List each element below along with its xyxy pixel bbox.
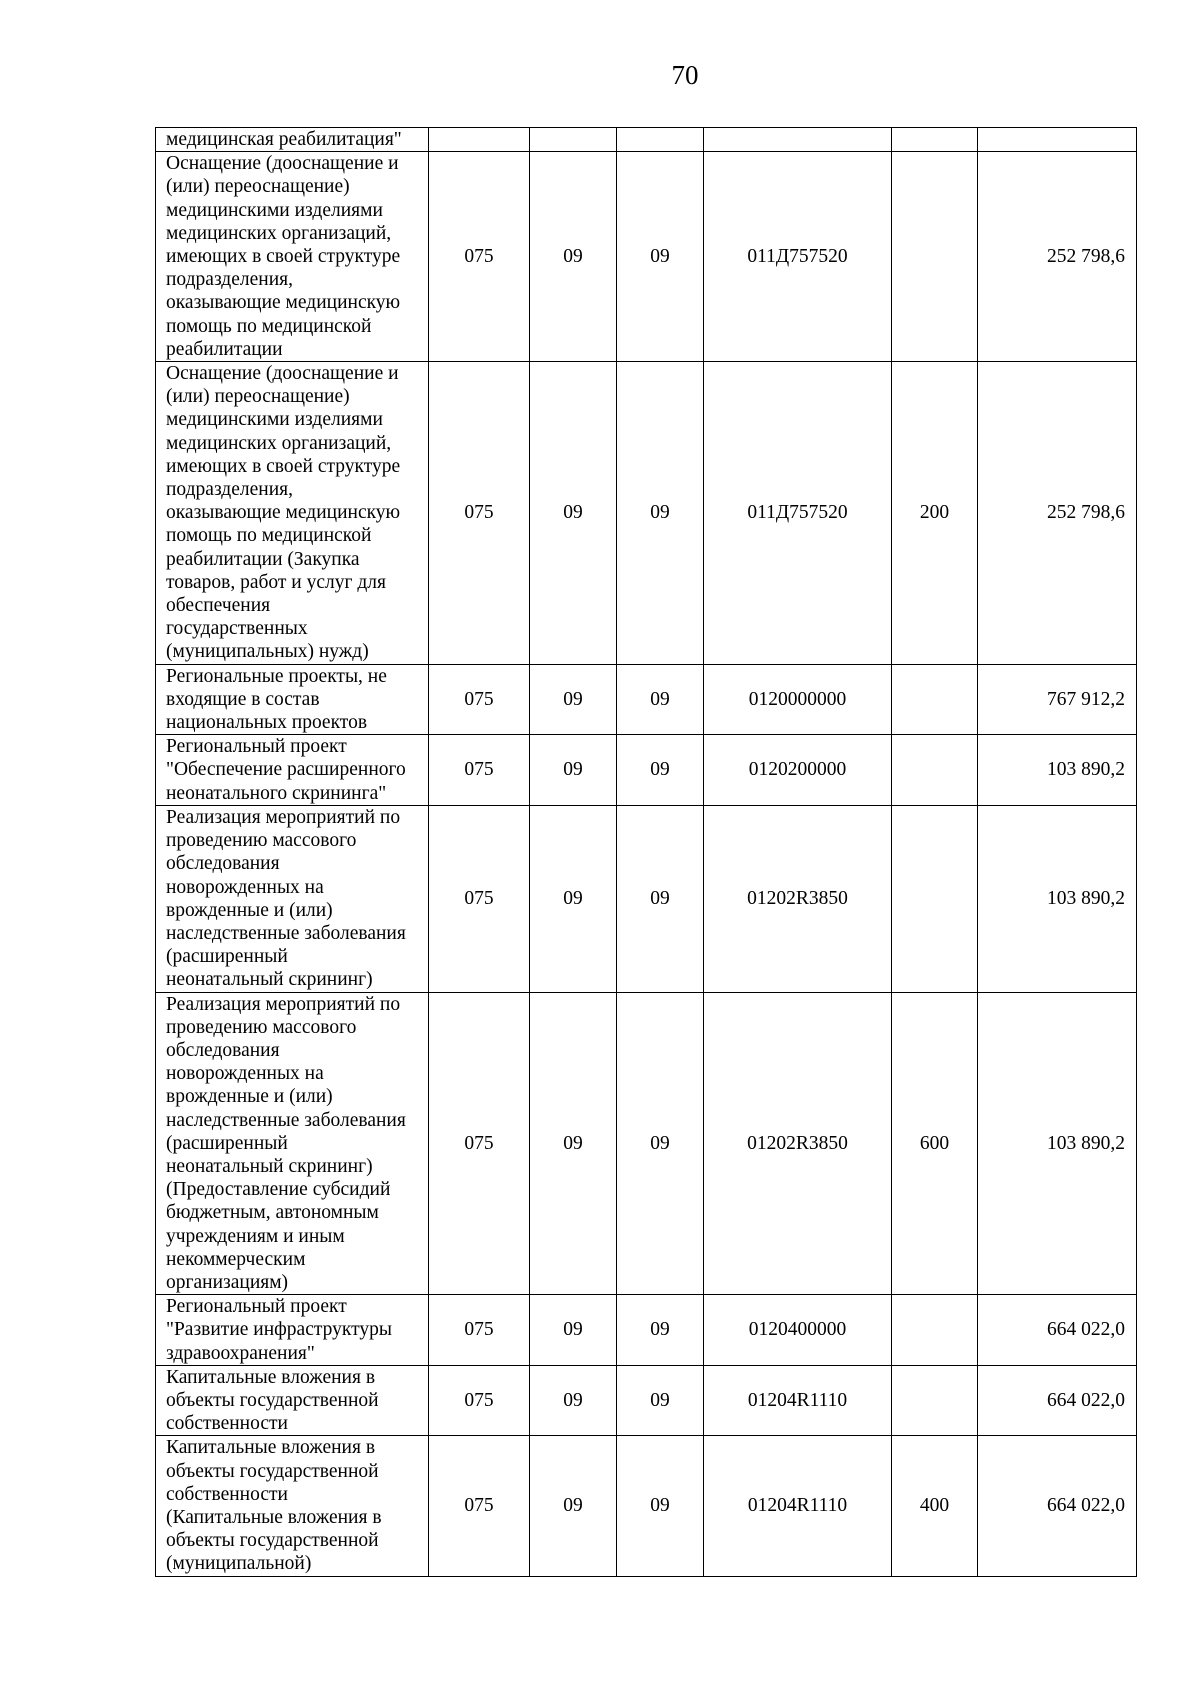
section-code-cell: 09 [530,735,617,806]
expense-name-line: (муниципальной) [166,1553,312,1575]
table-row [156,362,1137,665]
expense-name-line: товаров, работ и услуг для [166,571,386,593]
section-code-cell: 09 [530,362,617,665]
expense-name-cell [156,128,429,152]
expense-type-cell: 600 [892,992,978,1295]
target-article-cell: 0120200000 [704,735,892,806]
section-code-cell: 09 [530,1295,617,1366]
table-row [156,664,1137,735]
expense-name-line: Региональный проект [166,736,347,758]
expense-name-line: оказывающие медицинскую [166,292,401,314]
ministry-code-cell: 075 [429,362,530,665]
section-code-cell: 09 [530,664,617,735]
ministry-code-cell [429,128,530,152]
expense-type-cell [892,1365,978,1436]
amount-cell: 103 890,2 [978,805,1137,992]
expense-name-line: государственных [166,618,308,640]
expense-name-line: медицинскими изделиями [166,409,383,431]
amount-cell: 252 798,6 [978,362,1137,665]
expense-name-line: новорожденных на [166,876,324,898]
table-row [156,992,1137,1295]
expense-name-line: реабилитации [166,338,283,360]
expense-type-cell [892,1295,978,1366]
expense-name-line: Капитальные вложения в [166,1366,376,1388]
expense-name-line: Реализация мероприятий по [166,806,401,828]
table-body [156,128,1137,1577]
ministry-code-cell: 075 [429,1295,530,1366]
table-row [156,152,1137,362]
expense-name-line: подразделения, [166,269,293,291]
budget-table [155,127,1137,1577]
expense-name-line: здравоохранения" [166,1342,315,1364]
table-row [156,128,1137,152]
expense-type-cell: 200 [892,362,978,665]
subsection-code-cell: 09 [617,1295,704,1366]
expense-type-cell [892,805,978,992]
expense-name-line: обследования [166,1039,280,1061]
expense-name-line: обследования [166,853,280,875]
target-article-cell: 0120400000 [704,1295,892,1366]
target-article-cell: 01204R1110 [704,1365,892,1436]
ministry-code-cell: 075 [429,1436,530,1576]
expense-name-line: помощь по медицинской [166,525,372,547]
amount-cell: 664 022,0 [978,1295,1137,1366]
expense-name-line: Оснащение (дооснащение и [166,363,399,385]
expense-name-line: реабилитации (Закупка [166,548,360,570]
expense-name-line: обеспечения [166,595,271,617]
amount-cell: 252 798,6 [978,152,1137,362]
expense-name-line: собственности [166,1483,288,1505]
expense-name-line: проведению массового [166,1016,357,1038]
target-article-cell [704,128,892,152]
expense-name-line: неонатального скрининга" [166,782,387,804]
section-code-cell [530,128,617,152]
target-article-cell: 011Д757520 [704,152,892,362]
expense-name-line: проведению массового [166,830,357,852]
amount-cell: 664 022,0 [978,1365,1137,1436]
section-code-cell: 09 [530,1436,617,1576]
expense-type-cell [892,128,978,152]
expense-name-cell [156,1295,429,1366]
expense-name-line: наследственные заболевания [166,922,406,944]
expense-name-line: организациям) [166,1271,289,1293]
expense-name-line: Капитальные вложения в [166,1437,376,1459]
expense-name-cell [156,992,429,1295]
subsection-code-cell: 09 [617,1436,704,1576]
expense-name-line: (или) переоснащение) [166,386,350,408]
target-article-cell: 011Д757520 [704,362,892,665]
section-code-cell: 09 [530,1365,617,1436]
subsection-code-cell [617,128,704,152]
expense-name-line: новорожденных на [166,1063,324,1085]
expense-name-line: национальных проектов [166,712,368,734]
table-row [156,1365,1137,1436]
expense-name-line: (Капитальные вложения в [166,1506,382,1528]
expense-name-line: Оснащение (дооснащение и [166,153,399,175]
expense-name-line: (Предоставление субсидий [166,1179,391,1201]
expense-name-line: "Обеспечение расширенного [166,759,406,781]
expense-name-line: медицинскими изделиями [166,199,383,221]
section-code-cell: 09 [530,152,617,362]
target-article-cell: 01204R1110 [704,1436,892,1576]
target-article-cell: 01202R3850 [704,805,892,992]
ministry-code-cell: 075 [429,805,530,992]
table-row [156,1295,1137,1366]
expense-name-line: медицинских организаций, [166,432,392,454]
expense-name-line: помощь по медицинской [166,315,372,337]
amount-cell: 103 890,2 [978,992,1137,1295]
page-number: 70 [671,60,699,90]
target-article-cell: 01202R3850 [704,992,892,1295]
ministry-code-cell: 075 [429,152,530,362]
expense-name-line: имеющих в своей структуре [166,455,401,477]
expense-name-cell [156,1436,429,1576]
expense-name-line: (расширенный [166,1132,288,1154]
expense-name-line: врожденные и (или) [166,899,333,921]
expense-name-line: имеющих в своей структуре [166,246,401,268]
expense-name-line: бюджетным, автономным [166,1202,379,1224]
expense-name-line: некоммерческим [166,1248,306,1270]
expense-type-cell [892,735,978,806]
expense-name-line: медицинская реабилитация" [166,129,402,150]
expense-name-cell [156,805,429,992]
expense-name-cell [156,664,429,735]
expense-name-line: объекты государственной [166,1530,379,1552]
expense-name-cell [156,152,429,362]
expense-name-line: Региональные проекты, не [166,665,387,687]
section-code-cell: 09 [530,992,617,1295]
amount-cell [978,128,1137,152]
expense-name-line: Реализация мероприятий по [166,993,401,1015]
table-row [156,805,1137,992]
ministry-code-cell: 075 [429,992,530,1295]
subsection-code-cell: 09 [617,1365,704,1436]
subsection-code-cell: 09 [617,664,704,735]
subsection-code-cell: 09 [617,152,704,362]
target-article-cell: 0120000000 [704,664,892,735]
ministry-code-cell: 075 [429,735,530,806]
expense-name-line: Региональный проект [166,1296,347,1318]
amount-cell: 664 022,0 [978,1436,1137,1576]
ministry-code-cell: 075 [429,1365,530,1436]
expense-name-line: наследственные заболевания [166,1109,406,1131]
expense-name-line: подразделения, [166,479,293,501]
expense-name-line: собственности [166,1413,288,1435]
expense-name-line: объекты государственной [166,1460,379,1482]
table-row [156,735,1137,806]
section-code-cell: 09 [530,805,617,992]
amount-cell: 767 912,2 [978,664,1137,735]
subsection-code-cell: 09 [617,362,704,665]
expense-name-line: (муниципальных) нужд) [166,641,369,663]
subsection-code-cell: 09 [617,735,704,806]
amount-cell: 103 890,2 [978,735,1137,806]
expense-name-line: учреждениям и иным [166,1225,345,1247]
expense-name-line: объекты государственной [166,1389,379,1411]
expense-name-cell [156,735,429,806]
expense-name-line: (или) переоснащение) [166,176,350,198]
expense-type-cell [892,152,978,362]
expense-type-cell: 400 [892,1436,978,1576]
table-row [156,1436,1137,1576]
expense-type-cell [892,664,978,735]
subsection-code-cell: 09 [617,992,704,1295]
expense-name-line: медицинских организаций, [166,222,392,244]
expense-name-line: неонатальный скрининг) [166,1155,373,1177]
expense-name-line: врожденные и (или) [166,1086,333,1108]
expense-name-line: оказывающие медицинскую [166,502,401,524]
ministry-code-cell: 075 [429,664,530,735]
expense-name-cell [156,362,429,665]
expense-name-line: входящие в состав [166,688,320,710]
expense-name-cell [156,1365,429,1436]
expense-name-line: неонатальный скрининг) [166,969,373,991]
subsection-code-cell: 09 [617,805,704,992]
expense-name-line: (расширенный [166,946,288,968]
expense-name-line: "Развитие инфраструктуры [166,1319,392,1341]
